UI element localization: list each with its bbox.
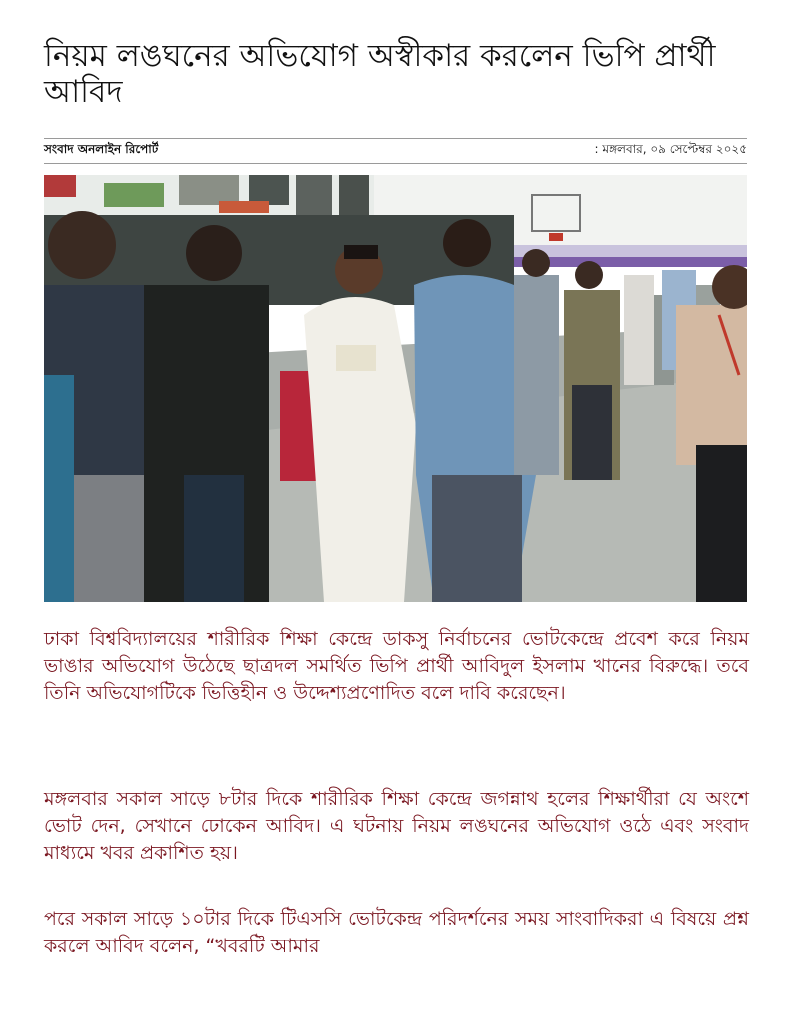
article-paragraph: পরে সকাল সাড়ে ১০টার দিকে টিএসসি ভোটকেন্দ্র পরিদর্শনের সময় সাংবাদিকরা এ বিষয়ে প্রশ্ন করলে আবিদ বলেন, “খবরটি আমার — [44, 908, 749, 957]
article-paragraph: ঢাকা বিশ্ববিদ্যালয়ের শারীরিক শিক্ষা কেন্দ্রে ডাকসু নির্বাচনের ভোটকেন্দ্রে প্রবেশ করে নিয়ম ভাঙার অভিযোগ উঠেছে ছাত্রদল সমর্থিত ভিপি প্রার্থী আবিদুল ইসলাম খানের বিরুদ্ধে। তবে তিনি অভিযোগটিকে ভিত্তিহীন ও উদ্দেশ্যপ্রণোদিত বলে দাবি করেছেন। — [44, 628, 749, 704]
article-photo — [44, 175, 747, 602]
article-photo-illustration — [44, 175, 747, 602]
article-date: : মঙ্গলবার, ০৯ সেপ্টেম্বর ২০২৫ — [594, 142, 747, 156]
article-paragraph: মঙ্গলবার সকাল সাড়ে ৮টার দিকে শারীরিক শিক্ষা কেন্দ্রে জগন্নাথ হলের শিক্ষার্থীরা যে অংশে ভোট দেন, সেখানে ঢোকেন আবিদ। এ ঘটনায় নিয়ম লঙঘনের অভিযোগ ওঠে এবং সংবাদ মাধ্যমে খবর প্রকাশিত হয়। — [44, 788, 749, 864]
article-meta-bar — [44, 138, 747, 164]
article-byline: সংবাদ অনলাইন রিপোর্ট — [44, 142, 159, 156]
article-headline: নিয়ম লঙঘনের অভিযোগ অস্বীকার করলেন ভিপি প্রার্থী আবিদ — [44, 38, 716, 110]
